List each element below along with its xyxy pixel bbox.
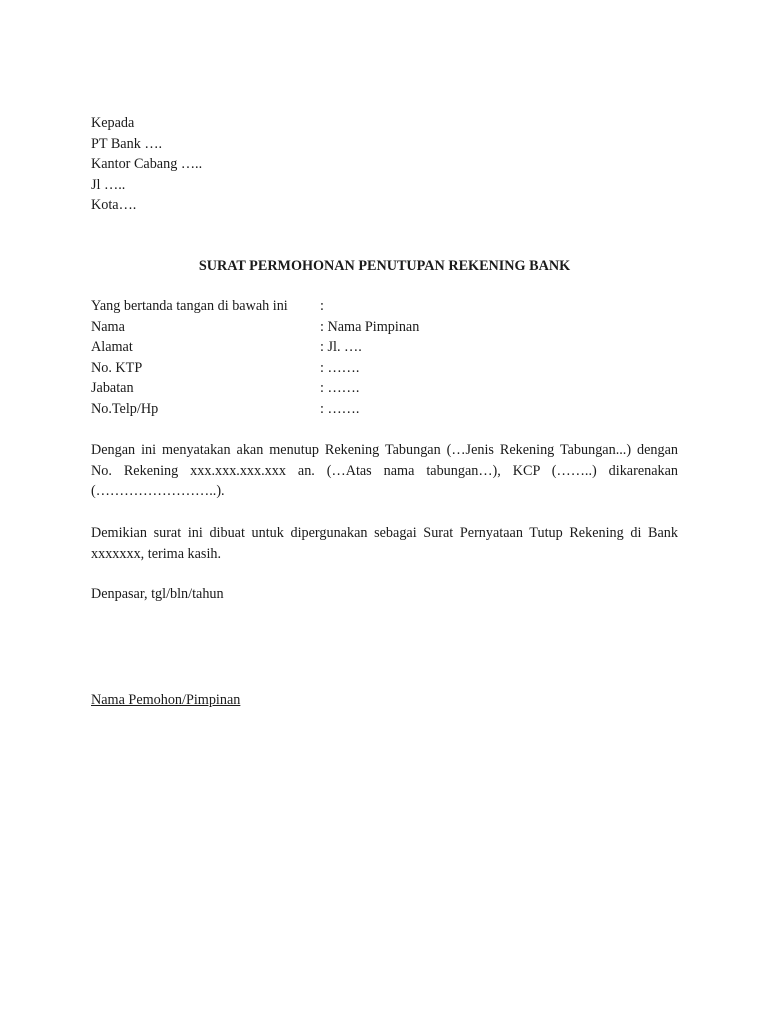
field-label: Jabatan xyxy=(91,380,134,397)
field-value: : ……. xyxy=(320,380,360,397)
field-value: : ……. xyxy=(320,359,360,376)
field-row-telp xyxy=(91,399,678,420)
recipient-line-city: Kota…. xyxy=(91,197,137,214)
recipient-address-block xyxy=(91,113,202,216)
body-paragraph-closing: Demikian surat ini dibuat untuk dipergunakan sebagai Surat Pernyataan Tutup Rekening di Bank xxxxxxx, terima kasih. xyxy=(91,525,678,562)
place-date: Denpasar, tgl/bln/tahun xyxy=(91,586,224,602)
recipient-line-branch: Kantor Cabang ….. xyxy=(91,156,203,173)
field-value: : xyxy=(320,298,324,314)
recipient-line-bank: PT Bank …. xyxy=(91,135,163,152)
body-paragraph-statement: Dengan ini menyatakan akan menutup Rekening Tabungan (…Jenis Rekening Tabungan...) dengan No. Rekening xxx.xxx.xxx.xxx an. (…Atas nama tabungan…), KCP (……..) dikarenakan (……………………..). xyxy=(91,442,678,500)
field-label: No.Telp/Hp xyxy=(91,400,159,417)
field-label: Yang bertanda tangan di bawah ini xyxy=(91,298,288,314)
field-value: : ……. xyxy=(320,400,360,417)
signature-name: Nama Pemohon/Pimpinan xyxy=(91,692,241,708)
field-row-jabatan xyxy=(91,378,678,399)
field-label: Alamat xyxy=(91,339,133,356)
field-label: Nama xyxy=(91,318,125,335)
recipient-line-kepada: Kepada xyxy=(91,115,135,131)
recipient-line-street: Jl ….. xyxy=(91,176,126,193)
letter-title: SURAT PERMOHONAN PENUTUPAN REKENING BANK xyxy=(198,258,571,274)
field-row-intro xyxy=(91,296,678,317)
identity-fields xyxy=(91,296,678,420)
field-label: No. KTP xyxy=(91,359,143,376)
field-value: : Nama Pimpinan xyxy=(320,318,420,335)
field-row-ktp xyxy=(91,358,678,379)
field-value: : Jl. …. xyxy=(320,339,362,356)
field-row-alamat xyxy=(91,337,678,358)
field-row-nama xyxy=(91,317,678,338)
